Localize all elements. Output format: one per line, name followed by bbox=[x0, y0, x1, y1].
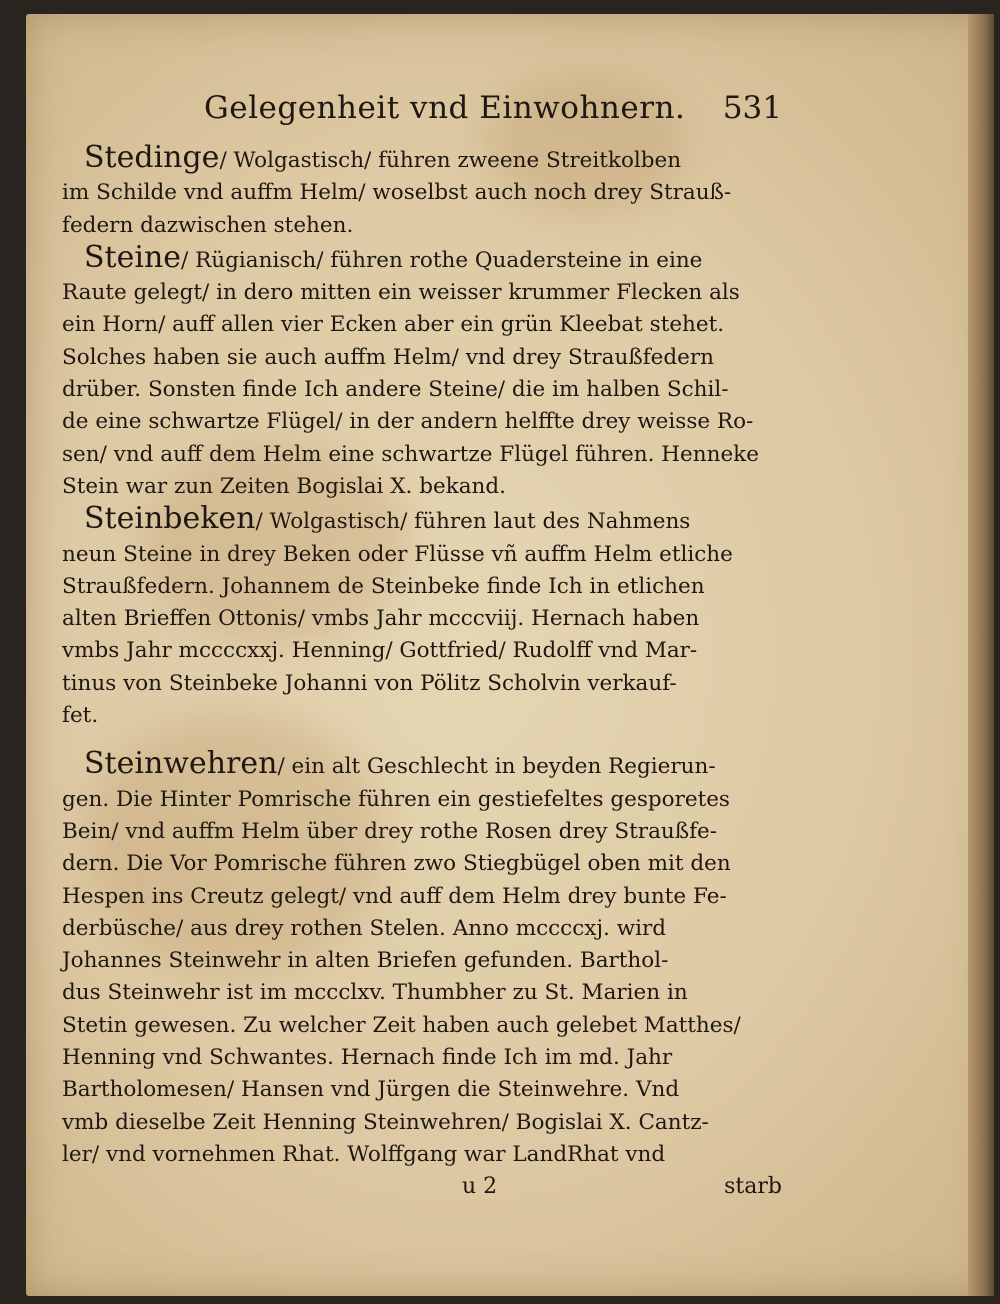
text-line: de eine schwartze Flügel/ in der andern helffte drey weisse Ro- bbox=[62, 409, 754, 435]
page-gutter bbox=[968, 14, 994, 1296]
text-line: Bartholomesen/ Hansen vnd Jürgen die Steinwehre. Vnd bbox=[62, 1077, 680, 1103]
text-block bbox=[62, 90, 782, 1205]
text-line: / Wolgastisch/ führen laut des Nahmens bbox=[255, 509, 691, 535]
entry-first-line bbox=[62, 503, 782, 538]
page-number: 531 bbox=[722, 90, 782, 126]
text-line: ler/ vnd vornehmen Rhat. Wolffgang war LandRhat vnd bbox=[62, 1141, 666, 1167]
entry-first-line bbox=[62, 239, 782, 277]
text-line: fet. bbox=[62, 703, 99, 729]
entry-steinwehren bbox=[62, 748, 782, 1171]
text-line: Solches haben sie auch auffm Helm/ vnd drey Straußfedern bbox=[62, 344, 714, 370]
text-line: im Schilde vnd auffm Helm/ woselbst auch noch drey Strauß- bbox=[62, 180, 732, 206]
entry-first-line bbox=[62, 142, 782, 177]
text-line: federn dazwischen stehen. bbox=[62, 212, 354, 238]
entry-first-line bbox=[62, 748, 782, 783]
text-line: Straußfedern. Johannem de Steinbeke finde Ich in etlichen bbox=[62, 573, 705, 599]
text-line: alten Brieffen Ottonis/ vmbs Jahr mcccviij. Hernach haben bbox=[62, 606, 700, 632]
text-line: Raute gelegt/ in dero mitten ein weisser krummer Flecken als bbox=[62, 280, 740, 306]
text-line: Hespen ins Creutz gelegt/ vnd auff dem Helm drey bunte Fe- bbox=[62, 883, 727, 909]
text-line: vmbs Jahr mccccxxj. Henning/ Gottfried/ Rudolff vnd Mar- bbox=[62, 638, 698, 664]
text-line: dern. Die Vor Pomrische führen zwo Stiegbügel oben mit den bbox=[62, 851, 731, 877]
page-footer bbox=[62, 1171, 782, 1205]
signature-mark: u 2 bbox=[462, 1174, 498, 1200]
text-line: neun Steine in drey Beken oder Flüsse vñ auffm Helm etliche bbox=[62, 541, 733, 567]
text-line: vmb dieselbe Zeit Henning Steinwehren/ Bogislai X. Cantz- bbox=[62, 1109, 709, 1135]
entry-heading: Steine bbox=[84, 239, 182, 275]
catchword: starb bbox=[724, 1174, 782, 1200]
entry-heading: Steinbeken bbox=[84, 501, 256, 537]
text-line: / Rügianisch/ führen rothe Quadersteine in eine bbox=[181, 247, 703, 273]
text-line: Stetin gewesen. Zu welcher Zeit haben auch gelebet Matthes/ bbox=[62, 1012, 741, 1038]
text-line: drüber. Sonsten finde Ich andere Steine/ die im halben Schil- bbox=[62, 377, 729, 403]
text-line: ein Horn/ auff allen vier Ecken aber ein grün Kleebat stehet. bbox=[62, 312, 725, 338]
text-line: tinus von Steinbeke Johanni von Pölitz Scholvin verkauf- bbox=[62, 670, 677, 696]
entry-steinbeken bbox=[62, 503, 782, 732]
text-line: sen/ vnd auff dem Helm eine schwartze Flügel führen. Henneke bbox=[62, 441, 759, 467]
text-line: dus Steinwehr ist im mccclxv. Thumbher zu St. Marien in bbox=[62, 980, 688, 1006]
entry-heading: Stedinge bbox=[84, 140, 220, 175]
entry-steine bbox=[62, 239, 782, 503]
page-header bbox=[62, 90, 782, 142]
text-line: Stein war zun Zeiten Bogislai X. bekand. bbox=[62, 473, 506, 499]
text-line: gen. Die Hinter Pomrische führen ein gestiefeltes gesporetes bbox=[62, 786, 730, 812]
text-line: / ein alt Geschlecht in beyden Regierun- bbox=[277, 754, 716, 780]
text-line: Johannes Steinwehr in alten Briefen gefunden. Barthol- bbox=[62, 948, 669, 974]
text-line: Bein/ vnd auffm Helm über drey rothe Rosen drey Straußfe- bbox=[62, 818, 718, 844]
text-line: / Wolgastisch/ führen zweene Streitkolben bbox=[219, 148, 682, 173]
text-line: derbüsche/ aus drey rothen Stelen. Anno mccccxj. wird bbox=[62, 915, 667, 941]
entry-heading: Steinwehren bbox=[84, 746, 278, 782]
entry-stedinge bbox=[62, 142, 782, 242]
running-head: Gelegenheit vnd Einwohnern. bbox=[204, 90, 686, 126]
text-line: Henning vnd Schwantes. Hernach finde Ich im md. Jahr bbox=[62, 1045, 673, 1071]
